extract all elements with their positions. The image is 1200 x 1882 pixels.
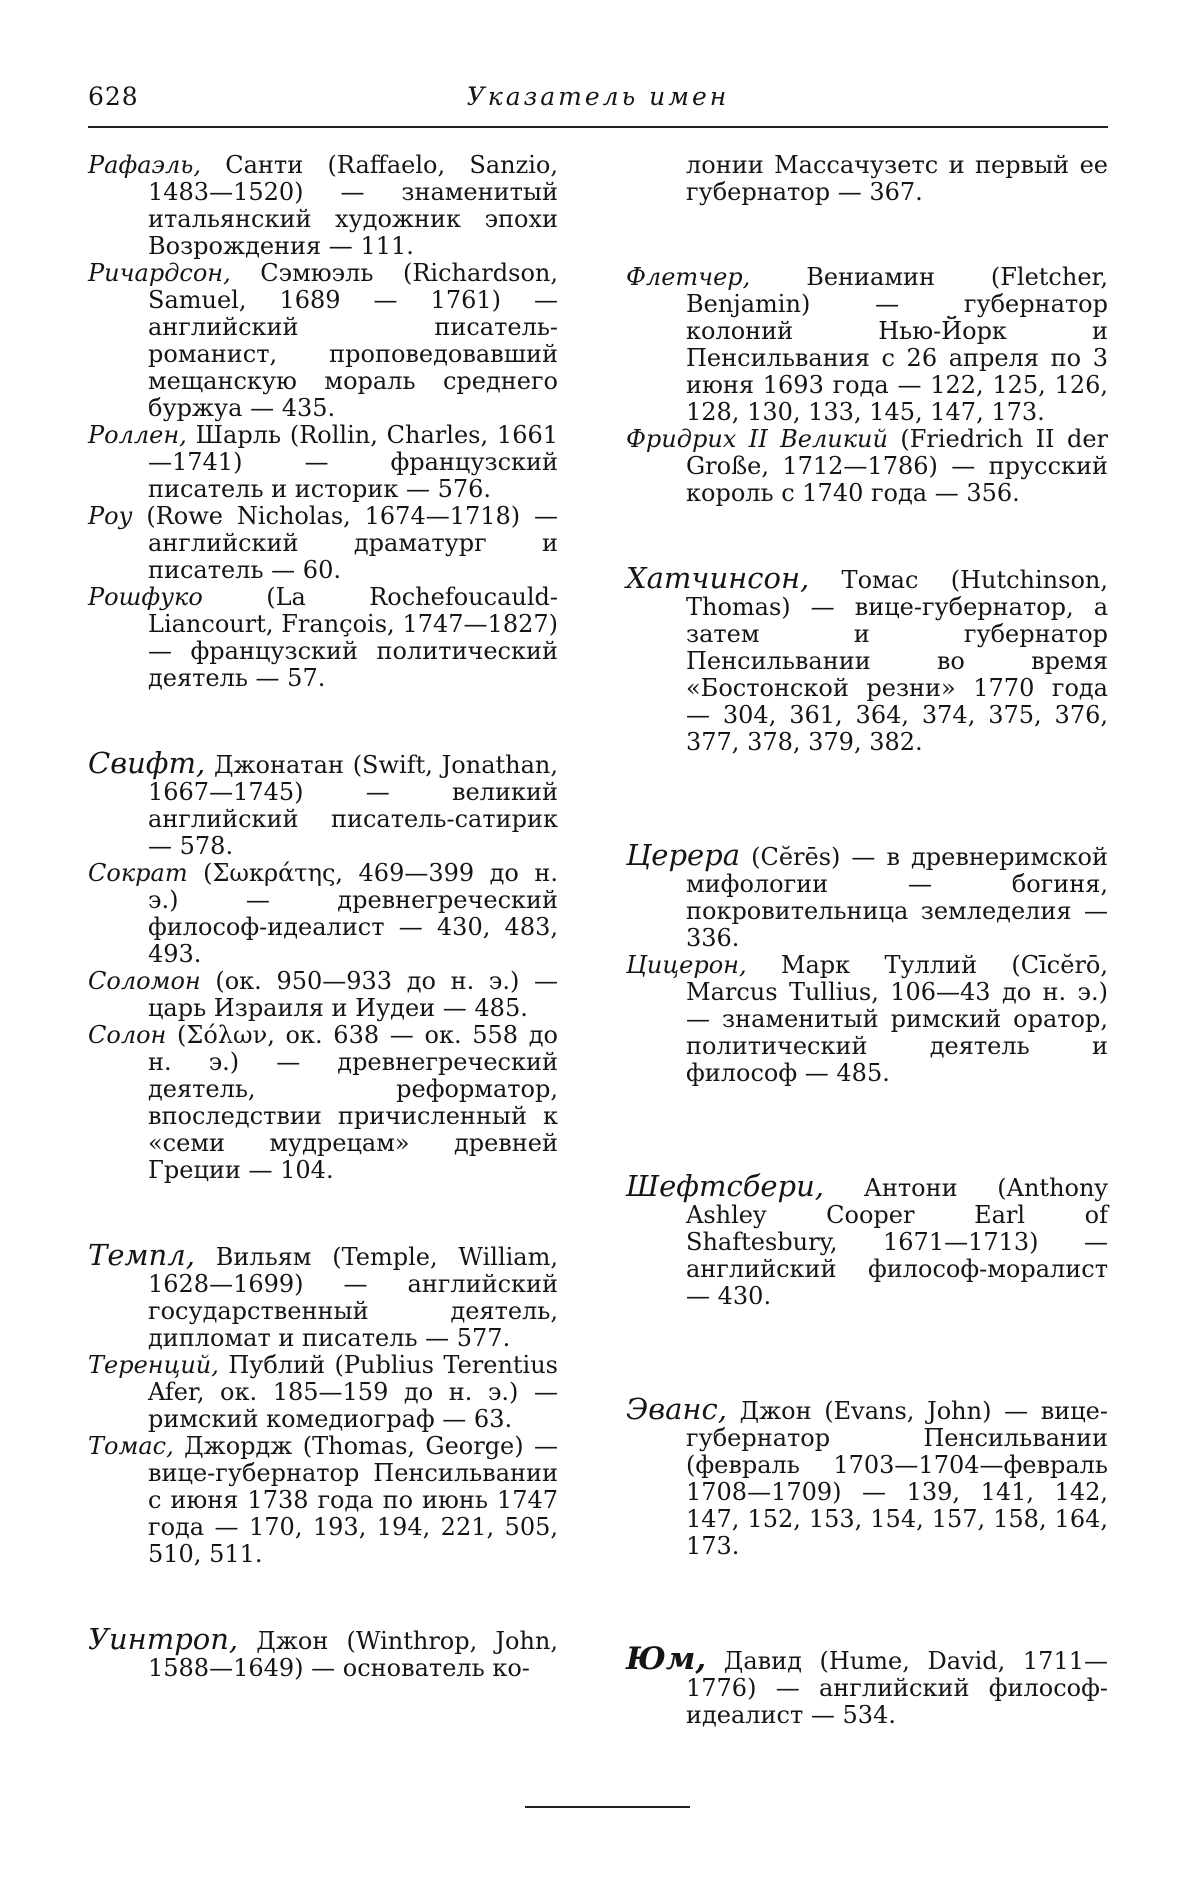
- index-entry: [88, 422, 558, 503]
- index-entry: [88, 860, 558, 968]
- section-gap: [626, 1087, 1108, 1173]
- page-number: 628: [88, 82, 139, 111]
- right-column: [626, 152, 1108, 1729]
- index-entry: [88, 746, 558, 860]
- index-entry: [626, 561, 1108, 756]
- index-entry: [626, 952, 1108, 1087]
- entry-name: Сократ: [88, 859, 188, 887]
- section-gap: [88, 1184, 558, 1242]
- index-entry: [88, 503, 558, 584]
- entry-name: Церера: [626, 838, 741, 872]
- entry-text: лонии Массачузетс и первый ее губернатор — 367.: [686, 151, 1108, 206]
- entry-name: Роллен,: [88, 421, 187, 449]
- entry-text: (La Rochefoucauld-Liancourt, François, 1747—1827) — французский политический деятель — 57.: [148, 583, 558, 692]
- entry-text: Шарль (Rollin, Charles, 1661—1741) — французский писатель и историк — 576.: [148, 421, 558, 503]
- section-gap: [88, 1568, 558, 1626]
- entry-text: Антони (Anthony Ashley Cooper Earl of Shaftesbury, 1671—1713) — английский философ-моралист — 430.: [686, 1174, 1108, 1310]
- entry-text: Вениамин (Fletcher, Benjamin) — губернатор колоний Нью-Йорк и Пенсильвания с 26 апреля по 3 июня 1693 года — 122, 125, 126, 128, 130, 133, 145, 147, 173.: [686, 263, 1108, 426]
- entry-text: (Friedrich II der Große, 1712—1786) — прусский король с 1740 года — 356.: [686, 425, 1108, 507]
- entry-text: (Σωκράτης, 469—399 до н. э.) — древнегреческий философ-идеалист — 430, 483, 493.: [148, 859, 558, 968]
- index-entry: [88, 260, 558, 422]
- entry-name: Свифт,: [88, 746, 206, 780]
- entry-text: Сэмюэль (Richardson, Samuel, 1689 — 1761) — английский писатель-романист, проповедовавший мещанскую мораль среднего буржуа — 435.: [148, 259, 558, 422]
- entry-text: Джонатан (Swift, Jonathan, 1667—1745) — великий английский писатель-сатирик — 578.: [148, 751, 558, 860]
- entry-name: Юм,: [626, 1641, 707, 1677]
- running-title: Указатель имен: [466, 82, 730, 111]
- entry-text: Давид (Hume, David, 1711—1776) — английский философ-идеалист — 534.: [686, 1647, 1108, 1729]
- entry-name: Флетчер,: [626, 263, 751, 291]
- index-entry: [88, 152, 558, 260]
- entry-text: Марк Туллий (Cīcĕrō, Marcus Tullius, 106—43 до н. э.) — знаменитый римский оратор, политический деятель и философ — 485.: [686, 951, 1108, 1087]
- entry-name: Фридрих II Великий: [626, 425, 888, 453]
- index-entry: [626, 838, 1108, 952]
- index-entry: [626, 426, 1108, 507]
- entry-name: Томас,: [88, 1432, 174, 1460]
- header-rule: [88, 126, 1108, 128]
- index-entry: [88, 1352, 558, 1433]
- entry-name: Цицерон,: [626, 951, 747, 979]
- entry-text: Вильям (Temple, William, 1628—1699) — английский государственный деятель, дипломат и писатель — 577.: [148, 1243, 558, 1352]
- entry-name: Солон: [88, 1021, 167, 1049]
- entry-text: Джон (Evans, John) — вице-губернатор Пенсильвании (февраль 1703—1704—февраль 1708—1709) — 139, 141, 142, 147, 152, 153, 154, 157, 158, 164, 173.: [686, 1397, 1108, 1560]
- index-entry: [88, 1622, 558, 1682]
- entry-name: Эванс,: [626, 1392, 727, 1426]
- entry-text: Публий (Publius Terentius Afer, ок. 185—159 до н. э.) — римский комедиограф — 63.: [148, 1351, 558, 1433]
- entry-name: Уинтроп,: [88, 1622, 239, 1656]
- index-entry: [626, 264, 1108, 426]
- index-entry: [626, 1169, 1108, 1310]
- entry-text: Джордж (Thomas, George) — вице-губернатор Пенсильвании с июня 1738 года по июнь 1747 года — 170, 193, 194, 221, 505, 510, 511.: [148, 1432, 558, 1568]
- footer-rule: [525, 1806, 690, 1808]
- index-entry: [88, 1433, 558, 1568]
- entry-name: Ричардсон,: [88, 259, 231, 287]
- index-entry: [88, 968, 558, 1022]
- entry-text: Томас (Hutchinson, Thomas) — вице-губернатор, а затем и губернатор Пенсильвании во время «Бостонской резни» 1770 года — 304, 361, 364, 374, 375, 376, 377, 378, 379, 382.: [686, 566, 1108, 756]
- section-gap: [626, 206, 1108, 264]
- entry-name: Темпл,: [88, 1238, 195, 1272]
- left-column: [88, 152, 558, 1682]
- entry-name: Рошфуко: [88, 583, 203, 611]
- entry-name: Шефтсбери,: [626, 1169, 825, 1203]
- section-gap: [626, 1310, 1108, 1396]
- page-header: [88, 82, 1108, 122]
- entry-text: Джон (Winthrop, John, 1588—1649) — основатель ко-: [148, 1627, 558, 1682]
- index-entry: [88, 584, 558, 692]
- entry-text: (Rowe Nicholas, 1674—1718) — английский драматург и писатель — 60.: [132, 502, 558, 584]
- section-gap: [626, 1560, 1108, 1646]
- index-entry-continued: [626, 152, 1108, 206]
- entry-text: (Cĕrēs) — в древнеримской мифологии — богиня, покровительница земледелия — 336.: [686, 843, 1108, 952]
- entry-text: Санти (Raffaelo, Sanzio, 1483—1520) — знаменитый итальянский художник эпохи Возрождения — 111.: [148, 151, 558, 260]
- entry-text: (Σόλων, ок. 638 — ок. 558 до н. э.) — древнегреческий деятель, реформатор, впоследствии причисленный к «семи мудрецам» древней Греции — 104.: [148, 1021, 558, 1184]
- entry-name: Соломон: [88, 967, 201, 995]
- index-entry: [88, 1238, 558, 1352]
- index-entry: [88, 1022, 558, 1184]
- entry-name: Роу: [88, 502, 133, 530]
- section-gap: [626, 756, 1108, 842]
- section-gap: [88, 692, 558, 750]
- entry-name: Хатчинсон,: [626, 561, 810, 595]
- index-entry: [626, 1392, 1108, 1560]
- entry-name: Теренций,: [88, 1351, 219, 1379]
- section-gap: [626, 507, 1108, 565]
- entry-text: (ок. 950—933 до н. э.) — царь Израиля и Иудеи — 485.: [148, 967, 558, 1022]
- index-entry: [626, 1641, 1108, 1729]
- entry-name: Рафаэль,: [88, 151, 201, 179]
